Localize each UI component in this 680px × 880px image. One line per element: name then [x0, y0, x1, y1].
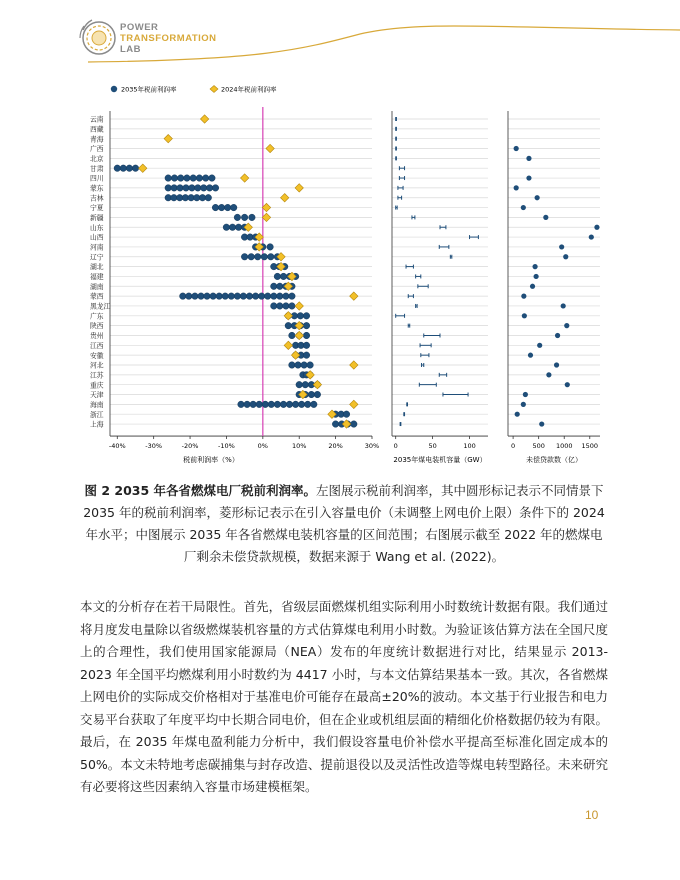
tick-label-left: 20%	[328, 442, 343, 451]
profit-2035-point	[241, 253, 248, 260]
body-paragraph: 本文的分析存在若干局限性。首先，省级层面燃煤机组实际利用小时数统计数据有限。我们通过将月度发电量除以省级燃煤装机容量的方式估算煤电利用小时数。为验证该估算方法在全国尺度上的合理性，我们使用国家能源局（NEA）发布的年度统计数据进行对比，结果显示 2013-2023 年全国平均燃煤利用小时数约为 4417 小时，与本文估算结果基本一致。其次，各省燃煤上网电价的实际成交价格相对于基准电价可能存在最高±20%的波动。本文基于行业报告和电力交易平台获取了年度平均中长期合同电价，但在企业或机组层面的精细化价格数据仍较为有限。最后，在 2035 年煤电盈利能力分析中，我们假设容量电价补偿水平提高至标准化固定成本的 50%。本文未特地考虑碳捕集与封存改造、提前退役以及灵活性改造等煤电转型路径。未来研究有必要将这些因素纳入容量市场建模框架。	[80, 599, 608, 794]
province-label: 天津	[90, 391, 104, 400]
profit-2035-point	[302, 381, 309, 388]
province-label: 蒙东	[90, 184, 104, 193]
figure-chart	[0, 75, 680, 475]
profit-2035-point	[277, 303, 284, 310]
loan-point	[521, 205, 526, 210]
loan-point	[539, 421, 544, 426]
tick-label-right: 500	[532, 442, 545, 451]
profit-2035-point	[244, 401, 251, 408]
profit-2035-point	[289, 293, 296, 300]
province-label: 青海	[90, 135, 104, 144]
profit-2035-point	[286, 401, 293, 408]
header-decoration	[0, 0, 680, 70]
loan-point	[521, 294, 526, 299]
province-label: 河南	[90, 243, 104, 252]
loan-point	[534, 274, 539, 279]
tick-label-left: 10%	[291, 442, 307, 451]
loan-point	[537, 343, 542, 348]
profit-2024-point	[280, 194, 288, 202]
loan-point	[594, 225, 599, 230]
loan-point	[554, 362, 559, 367]
profit-2024-point	[350, 361, 358, 369]
profit-2035-point	[271, 283, 278, 290]
profit-2035-point	[295, 362, 302, 369]
profit-2035-point	[114, 165, 121, 172]
province-label: 重庆	[90, 381, 104, 390]
xlabel-middle: 2035年煤电装机容量（GW）	[393, 456, 487, 465]
logo-icon	[80, 20, 115, 54]
profit-2035-point	[252, 293, 259, 300]
profit-2035-point	[289, 303, 296, 310]
province-label: 江苏	[90, 371, 104, 380]
tick-label-right: 1500	[581, 442, 599, 451]
province-label: 甘肃	[90, 164, 104, 173]
loan-point	[564, 323, 569, 328]
profit-2035-point	[184, 175, 191, 182]
profit-2035-point	[303, 322, 310, 329]
profit-2035-point	[274, 273, 281, 280]
province-label: 西藏	[90, 125, 104, 134]
profit-2035-point	[277, 283, 284, 290]
profit-2024-point	[240, 174, 248, 182]
profit-2035-point	[303, 313, 310, 320]
profit-2035-point	[177, 185, 184, 192]
loan-point	[559, 244, 564, 249]
profit-2035-point	[200, 185, 207, 192]
loan-point	[543, 215, 548, 220]
profit-2024-point	[284, 312, 292, 320]
profit-2035-point	[223, 224, 230, 231]
profit-2035-point	[229, 224, 236, 231]
profit-2035-point	[195, 185, 202, 192]
tick-label-left: -40%	[108, 442, 126, 451]
figure-2	[0, 75, 680, 475]
tick-label-left: -30%	[145, 442, 163, 451]
profit-2035-point	[132, 165, 139, 172]
profit-2035-point	[289, 332, 296, 339]
loan-point	[528, 353, 533, 358]
loan-point	[546, 372, 551, 377]
loan-point	[523, 392, 528, 397]
profit-2035-point	[343, 411, 350, 418]
profit-2035-point	[218, 204, 225, 211]
profit-2035-point	[205, 194, 212, 201]
province-label: 辽宁	[90, 253, 104, 262]
province-label: 山东	[90, 223, 104, 232]
province-label: 河北	[90, 361, 104, 370]
province-label: 安徽	[90, 351, 104, 360]
loan-point	[514, 185, 519, 190]
tick-label-left: -20%	[181, 442, 199, 451]
page-number: 10	[585, 808, 599, 822]
page-header	[0, 0, 680, 70]
tick-label-middle: 100	[463, 442, 476, 451]
legend-circle-marker	[111, 86, 117, 92]
profit-2035-point	[202, 175, 209, 182]
legend-2035: 2035年税前利润率	[121, 85, 177, 94]
loan-point	[535, 195, 540, 200]
profit-2035-point	[258, 293, 265, 300]
profit-2035-point	[311, 401, 318, 408]
profit-2024-point	[295, 302, 303, 310]
profit-2035-point	[165, 185, 172, 192]
profit-2024-point	[262, 213, 270, 221]
profit-2035-point	[292, 401, 299, 408]
xlabel-right: 未偿贷款数（亿）	[526, 456, 582, 465]
profit-2035-point	[192, 293, 199, 300]
profit-2035-point	[283, 293, 290, 300]
province-label: 上海	[90, 420, 104, 429]
profit-2035-point	[268, 253, 275, 260]
profit-2035-point	[267, 244, 274, 251]
province-label: 新疆	[90, 214, 104, 222]
profit-2024-point	[295, 184, 303, 192]
profit-2024-point	[139, 164, 147, 172]
profit-2035-point	[180, 293, 187, 300]
profit-2035-point	[303, 342, 310, 349]
profit-2035-point	[238, 401, 245, 408]
profit-2035-point	[304, 401, 311, 408]
caption-label: 图 2 2035 年各省燃煤电厂税前利润率。	[84, 483, 317, 498]
loan-point	[514, 146, 519, 151]
legend-2024: 2024年税前利润率	[221, 85, 277, 94]
profit-2035-point	[209, 175, 216, 182]
profit-2024-point	[350, 292, 358, 300]
profit-2035-point	[283, 303, 290, 310]
profit-2035-point	[126, 165, 133, 172]
profit-2024-point	[313, 380, 321, 388]
province-label: 海南	[90, 400, 104, 409]
province-label: 湖南	[90, 282, 104, 291]
province-label: 福建	[90, 273, 104, 282]
profit-2024-point	[350, 400, 358, 408]
province-label: 江西	[90, 341, 104, 350]
profit-2035-point	[289, 362, 296, 369]
loan-point	[526, 175, 531, 180]
profit-2035-point	[308, 391, 315, 398]
profit-2035-point	[303, 332, 310, 339]
profit-2035-point	[274, 401, 281, 408]
profit-2035-point	[277, 293, 284, 300]
profit-2035-point	[224, 204, 231, 211]
profit-2035-point	[256, 401, 263, 408]
profit-2035-point	[303, 352, 310, 359]
caption-text: 左图展示税前利润率，其中圆形标记表示不同情景下 2035 年的税前利润率，菱形标记表示在引入容量电价（未调整上网电价上限）条件下的 2024 年水平；中图展示 2035 年各省燃煤电装机容量的区间范围；右图展示截至 2022 年的燃煤电厂剩余未偿贷款规模，数据来源于 Wang et al. (2022)。	[83, 483, 605, 564]
profit-2035-point	[285, 322, 292, 329]
profit-2035-point	[297, 313, 304, 320]
loan-point	[515, 412, 520, 417]
profit-2035-point	[280, 401, 287, 408]
province-label: 湖北	[90, 263, 104, 272]
figure-caption	[80, 480, 608, 568]
profit-2035-point	[332, 421, 339, 428]
tick-label-left: -10%	[218, 442, 235, 451]
province-label: 四川	[90, 174, 104, 183]
province-label: 北京	[90, 154, 104, 163]
tick-label-middle: 50	[428, 442, 437, 451]
profit-2035-point	[165, 175, 172, 182]
province-label: 广西	[90, 145, 104, 154]
profit-2035-point	[240, 293, 247, 300]
profit-2024-point	[262, 203, 270, 211]
profit-2035-point	[183, 185, 190, 192]
profit-2035-point	[198, 293, 205, 300]
profit-2035-point	[230, 204, 237, 211]
profit-2035-point	[222, 293, 229, 300]
profit-2035-point	[204, 293, 211, 300]
profit-2024-point	[295, 331, 303, 339]
loan-point	[563, 254, 568, 259]
profit-2024-point	[284, 341, 292, 349]
profit-2035-point	[307, 362, 314, 369]
profit-2035-point	[254, 253, 261, 260]
profit-2035-point	[234, 293, 241, 300]
loan-point	[521, 402, 526, 407]
profit-2035-point	[261, 253, 268, 260]
logo-line-3: LAB	[120, 44, 142, 55]
xlabel-left: 税前利润率（%）	[183, 456, 239, 465]
loan-point	[532, 264, 537, 269]
province-label: 蒙西	[90, 292, 104, 301]
profit-2035-point	[235, 224, 242, 231]
profit-2035-point	[177, 175, 184, 182]
profit-2035-point	[212, 204, 219, 211]
profit-2035-point	[190, 175, 197, 182]
profit-2035-point	[216, 293, 223, 300]
profit-2035-point	[212, 185, 219, 192]
profit-2035-point	[250, 401, 257, 408]
tick-label-left: 0%	[257, 442, 268, 451]
province-label: 山西	[90, 233, 104, 242]
loan-point	[565, 382, 570, 387]
profit-2035-point	[241, 214, 248, 221]
province-label: 陕西	[90, 322, 104, 331]
profit-2035-point	[249, 214, 256, 221]
logo-line-2: TRANSFORMATION	[120, 33, 217, 44]
profit-2035-point	[271, 303, 278, 310]
loan-point	[555, 333, 560, 338]
profit-2035-point	[120, 165, 127, 172]
profit-2035-point	[280, 273, 287, 280]
profit-2035-point	[186, 293, 193, 300]
logo-text	[120, 22, 217, 55]
loan-point	[522, 313, 527, 318]
loan-point	[589, 234, 594, 239]
profit-2035-point	[264, 293, 271, 300]
province-label: 宁夏	[90, 204, 104, 213]
profit-2024-point	[200, 115, 208, 123]
profit-2035-point	[301, 362, 308, 369]
loan-point	[530, 284, 535, 289]
profit-2035-point	[248, 253, 255, 260]
profit-2035-point	[234, 214, 241, 221]
profit-2035-point	[314, 391, 321, 398]
tick-label-right: 1000	[555, 442, 573, 451]
province-label: 浙江	[90, 410, 104, 419]
legend-diamond-marker	[210, 86, 218, 93]
profit-2035-point	[171, 175, 178, 182]
profit-2035-point	[298, 401, 305, 408]
profit-2035-point	[171, 185, 178, 192]
profit-2035-point	[296, 381, 303, 388]
profit-2035-point	[262, 401, 269, 408]
loan-point	[526, 156, 531, 161]
profit-2035-point	[246, 293, 253, 300]
province-label: 吉林	[90, 194, 104, 203]
tick-label-right: 0	[511, 442, 516, 451]
profit-2035-point	[210, 293, 217, 300]
province-label: 贵州	[90, 332, 104, 341]
logo-line-1: POWER	[120, 22, 159, 33]
profit-2035-point	[189, 185, 196, 192]
province-label: 云南	[90, 115, 104, 124]
profit-2035-point	[268, 401, 275, 408]
province-label: 黑龙江	[90, 302, 111, 311]
profit-2035-point	[228, 293, 235, 300]
profit-2024-point	[164, 134, 172, 142]
profit-2024-point	[291, 351, 299, 359]
profit-2035-point	[351, 421, 358, 428]
profit-2024-point	[266, 144, 274, 152]
loan-point	[561, 303, 566, 308]
profit-2035-point	[196, 175, 203, 182]
profit-2035-point	[271, 293, 278, 300]
tick-label-left: 30%	[364, 442, 380, 451]
province-label: 广东	[90, 312, 104, 321]
profit-2035-point	[206, 185, 213, 192]
tick-label-middle: 0	[393, 442, 398, 451]
